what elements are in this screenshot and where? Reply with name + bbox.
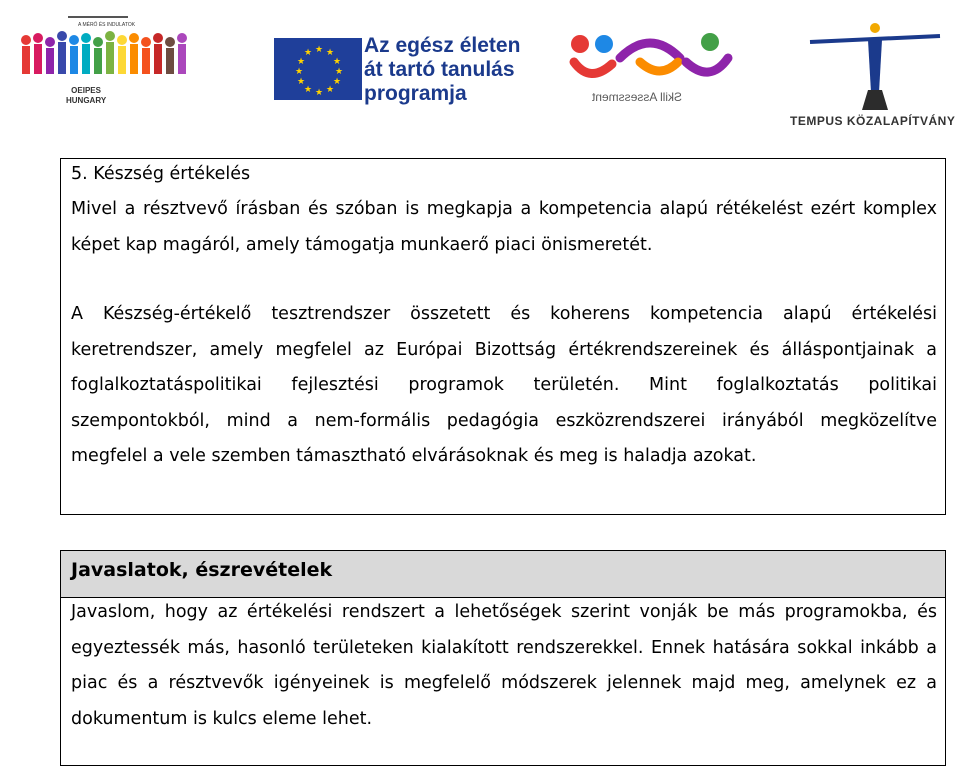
eu-flag-icon	[274, 38, 362, 100]
skill-assessment-section	[60, 158, 946, 515]
eu-lifelong-learning-logo	[274, 28, 524, 110]
oeipes-top-caption: A MÉRŐ ÉS INDULATOK	[78, 22, 136, 28]
svg-text:★: ★	[335, 67, 344, 77]
tempus-scale-graphic	[790, 20, 955, 115]
tempus-caption: TEMPUS KÖZALAPÍTVÁNY	[790, 114, 956, 128]
svg-text:★: ★	[333, 77, 342, 87]
svg-text:★: ★	[326, 48, 335, 58]
svg-text:★: ★	[315, 88, 324, 98]
svg-text:★: ★	[297, 57, 306, 67]
oeipes-subtitle: HUNGARY	[66, 96, 107, 105]
svg-text:★: ★	[297, 77, 306, 87]
eu-title-line-1: Az egész életen	[364, 34, 521, 57]
svg-text:★: ★	[295, 67, 304, 77]
section-heading: 5. Készség értékelés	[71, 164, 251, 184]
eu-program-title	[364, 34, 520, 106]
tempus-logo	[790, 20, 955, 132]
suggestions-title-bar	[61, 551, 945, 598]
eu-title-line-3: programja	[364, 82, 467, 105]
skill-assessment-graphic	[560, 28, 760, 88]
section-paragraph-1: Mivel a résztvevő írásban és szóban is megkapja a kompetencia alapú rétékelést ezért komplex képet kap magáról, amely támogatja munkaerő piaci önismeretét.	[71, 199, 937, 255]
skill-assessment-caption: Skill Assessment	[592, 90, 683, 104]
suggestions-title: Javaslatok, észrevételek	[71, 559, 333, 581]
suggestions-section	[60, 550, 946, 766]
svg-text:★: ★	[326, 85, 335, 95]
svg-text:★: ★	[304, 85, 313, 95]
skill-assessment-logo	[560, 28, 760, 110]
oeipes-name: OEIPES	[71, 86, 101, 95]
suggestions-body: Javaslom, hogy az értékelési rendszert a lehetőségek szerint vonják be más programokba, és egyeztessék más, hasonló területeken kialakított rendszerekkel. Ennek hatására sokkal inkább a piac és a résztvevők igényeinek is megfelelő módszerek jelennek majd meg, amelynek ez a dokumentum is kulcs eleme lehet.	[71, 602, 937, 729]
svg-text:★: ★	[315, 45, 324, 55]
svg-text:★: ★	[304, 48, 313, 58]
eu-title-line-2: át tartó tanulás	[364, 58, 515, 81]
svg-text:★: ★	[333, 57, 342, 67]
oeipes-caption	[66, 86, 106, 106]
oeipes-logo	[8, 6, 208, 118]
section-paragraph-2: A Készség-értékelő tesztrendszer összetett és koherens kompetencia alapú értékelési keretrendszer, amely megfelel az Európai Bizottság értékrendszereinek és álláspontjainak a foglalkoztatáspolitikai fejlesztési programok területén. Mint foglalkoztatás politikai szempontokból, mind a nem-formális pedagógia eszközrendszerei irányából megközelítve megfelel a vele szemben támasztható elvárásoknak és meg is haladja azokat.	[71, 304, 937, 466]
